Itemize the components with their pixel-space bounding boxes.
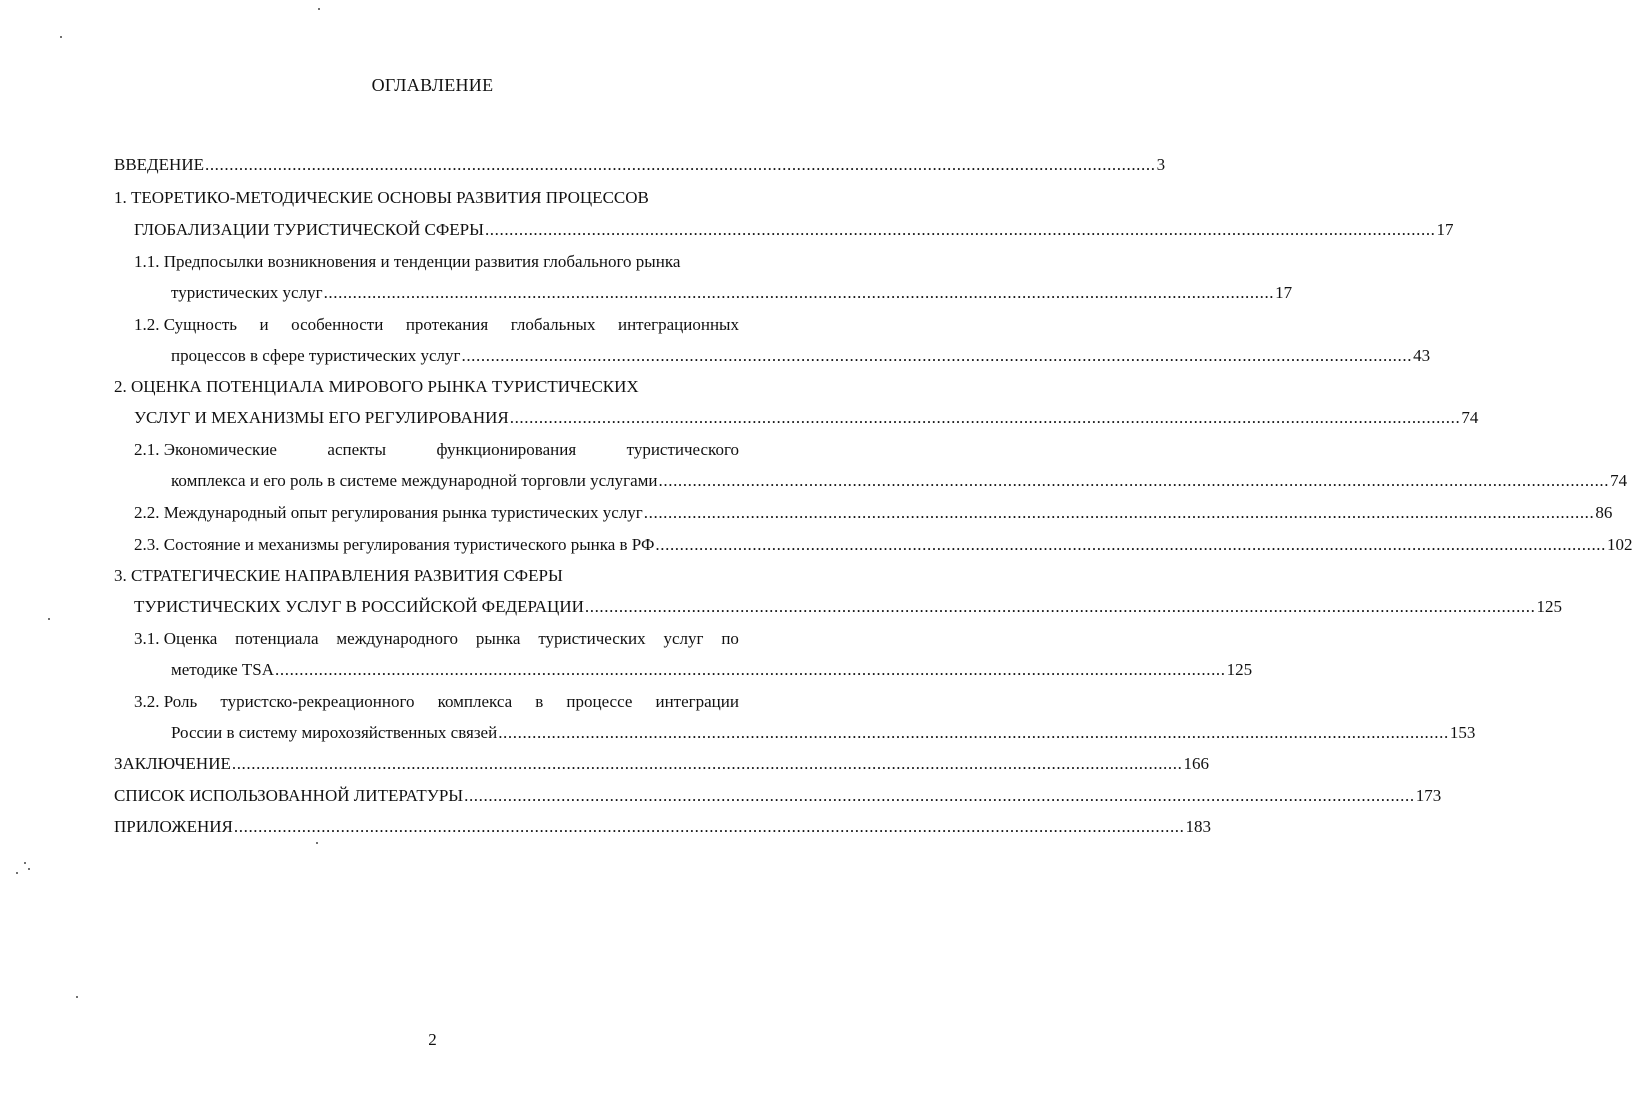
scan-speck <box>24 862 26 864</box>
toc-entry-label: ПРИЛОЖЕНИЯ <box>114 817 233 836</box>
word: глобальных <box>510 315 596 334</box>
word: рынка <box>475 629 521 648</box>
toc-entry-page: 183 <box>1185 817 1212 836</box>
word: в <box>535 692 544 711</box>
word: интеграционных <box>617 315 739 334</box>
toc-entry-label: ТУРИСТИЧЕСКИХ УСЛУГ В РОССИЙСКОЙ ФЕДЕРАЦИИ <box>134 597 584 616</box>
toc-section-1-1-line-2[interactable] <box>171 281 1293 305</box>
toc-section-2-2[interactable] <box>134 501 1613 525</box>
toc-entry-label: ГЛОБАЛИЗАЦИИ ТУРИСТИЧЕСКОЙ СФЕРЫ <box>134 220 484 239</box>
toc-entry-page: 74 <box>1461 408 1479 427</box>
toc-entry-page: 153 <box>1449 723 1476 742</box>
toc-section-1-2-line-2[interactable] <box>171 344 1431 368</box>
toc-section-3-2-line-1[interactable] <box>134 690 739 714</box>
toc-entry-label: методике TSA <box>171 660 275 679</box>
toc-section-2-1-line-2[interactable] <box>171 469 1628 493</box>
toc-entry-page: 102 <box>1607 535 1633 554</box>
leader-dots: .................................................................................................................................................................................................... <box>233 817 1185 836</box>
word: протекания <box>405 315 489 334</box>
toc-entry-page: 43 <box>1413 346 1431 365</box>
toc-entry-conclusion[interactable] <box>114 752 1209 776</box>
word: туристско-рекреационного <box>220 692 415 711</box>
leader-dots: .................................................................................................................................................................................................... <box>231 754 1183 773</box>
toc-section-1-1-line-1[interactable]: 1.1. Предпосылки возникновения и тенденции развития глобального рынка <box>134 252 681 271</box>
toc-entry-page: 3 <box>1156 155 1166 174</box>
leader-dots: .................................................................................................................................................................................................... <box>509 408 1461 427</box>
scan-speck <box>76 996 78 998</box>
toc-entry-page: 125 <box>1536 597 1562 616</box>
toc-entry-introduction[interactable] <box>114 153 1166 177</box>
toc-section-2-3[interactable] <box>134 533 1633 557</box>
toc-chapter-3-line-1[interactable]: 3. СТРАТЕГИЧЕСКИЕ НАПРАВЛЕНИЯ РАЗВИТИЯ СФЕРЫ <box>114 566 563 585</box>
word: потенциала <box>235 629 319 648</box>
word: особенности <box>291 315 384 334</box>
word: комплекса <box>437 692 513 711</box>
toc-entry-page: 86 <box>1595 503 1613 522</box>
toc-entry-page: 125 <box>1226 660 1253 679</box>
word: интеграции <box>655 692 739 711</box>
toc-section-3-1-line-1[interactable] <box>134 627 739 651</box>
toc-entry-label: УСЛУГ И МЕХАНИЗМЫ ЕГО РЕГУЛИРОВАНИЯ <box>134 408 509 427</box>
word: по <box>721 629 739 648</box>
toc-entry-appendices[interactable] <box>114 815 1212 839</box>
toc-entry-bibliography[interactable] <box>114 784 1442 808</box>
word: 2.1. Экономические <box>134 440 277 459</box>
toc-chapter-1-line-2[interactable] <box>134 218 1454 242</box>
word: 1.2. Сущность <box>134 315 238 334</box>
toc-entry-label: 2.3. Состояние и механизмы регулирования туристического рынка в РФ <box>134 535 655 554</box>
leader-dots: .................................................................................................................................................................................................... <box>484 220 1436 239</box>
toc-section-3-1-line-2[interactable] <box>171 658 1253 682</box>
toc-entry-label: туристических услуг <box>171 283 323 302</box>
toc-entry-page: 17 <box>1275 283 1293 302</box>
word: процессе <box>566 692 633 711</box>
leader-dots: .................................................................................................................................................................................................... <box>498 723 1449 742</box>
leader-dots: .................................................................................................................................................................................................... <box>655 535 1606 554</box>
leader-dots: .................................................................................................................................................................................................... <box>464 786 1415 805</box>
scan-speck <box>316 842 318 844</box>
page-title: ОГЛАВЛЕНИЕ <box>371 75 494 95</box>
toc-section-1-2-line-1[interactable] <box>134 313 739 337</box>
leader-dots: .................................................................................................................................................................................................... <box>275 660 1226 679</box>
word: и <box>259 315 269 334</box>
toc-entry-label: 2.2. Международный опыт регулирования рынка туристических услуг <box>134 503 643 522</box>
leader-dots: .................................................................................................................................................................................................... <box>658 471 1610 490</box>
leader-dots: .................................................................................................................................................................................................... <box>584 597 1536 616</box>
word: 3.2. Роль <box>134 692 198 711</box>
toc-chapter-3-line-2[interactable] <box>134 595 1562 619</box>
word: туристических <box>538 629 646 648</box>
toc-entry-label: ВВЕДЕНИЕ <box>114 155 204 174</box>
toc-entry-label: СПИСОК ИСПОЛЬЗОВАННОЙ ЛИТЕРАТУРЫ <box>114 786 464 805</box>
toc-chapter-2-line-2[interactable] <box>134 406 1479 430</box>
scan-speck <box>60 36 62 38</box>
toc-entry-label: ЗАКЛЮЧЕНИЕ <box>114 754 231 773</box>
toc-entry-label: процессов в сфере туристических услуг <box>171 346 461 365</box>
toc-entry-page: 166 <box>1183 754 1209 773</box>
word: 3.1. Оценка <box>134 629 218 648</box>
leader-dots: .................................................................................................................................................................................................... <box>204 155 1156 174</box>
toc-section-2-1-line-1[interactable] <box>134 438 739 462</box>
toc-chapter-1-line-1[interactable]: 1. ТЕОРЕТИКО-МЕТОДИЧЕСКИЕ ОСНОВЫ РАЗВИТИЯ ПРОЦЕССОВ <box>114 188 649 207</box>
toc-entry-page: 173 <box>1415 786 1442 805</box>
word: аспекты <box>327 440 387 459</box>
scan-speck <box>48 618 50 620</box>
word: услуг <box>663 629 704 648</box>
word: функционирования <box>436 440 577 459</box>
toc-entry-page: 17 <box>1436 220 1454 239</box>
word: туристического <box>626 440 739 459</box>
leader-dots: .................................................................................................................................................................................................... <box>643 503 1595 522</box>
toc-entry-label: России в систему мирохозяйственных связей <box>171 723 498 742</box>
leader-dots: .................................................................................................................................................................................................... <box>461 346 1413 365</box>
scan-speck <box>16 872 18 874</box>
toc-entry-label: комплекса и его роль в системе международной торговли услугами <box>171 471 658 490</box>
word: международного <box>336 629 459 648</box>
toc-section-3-2-line-2[interactable] <box>171 721 1476 745</box>
toc-chapter-2-line-1[interactable]: 2. ОЦЕНКА ПОТЕНЦИАЛА МИРОВОГО РЫНКА ТУРИСТИЧЕСКИХ <box>114 377 639 396</box>
scan-speck <box>28 868 30 870</box>
toc-entry-page: 74 <box>1610 471 1628 490</box>
page-number: 2 <box>428 1030 437 1049</box>
leader-dots: .................................................................................................................................................................................................... <box>323 283 1275 302</box>
scan-speck <box>318 8 320 10</box>
